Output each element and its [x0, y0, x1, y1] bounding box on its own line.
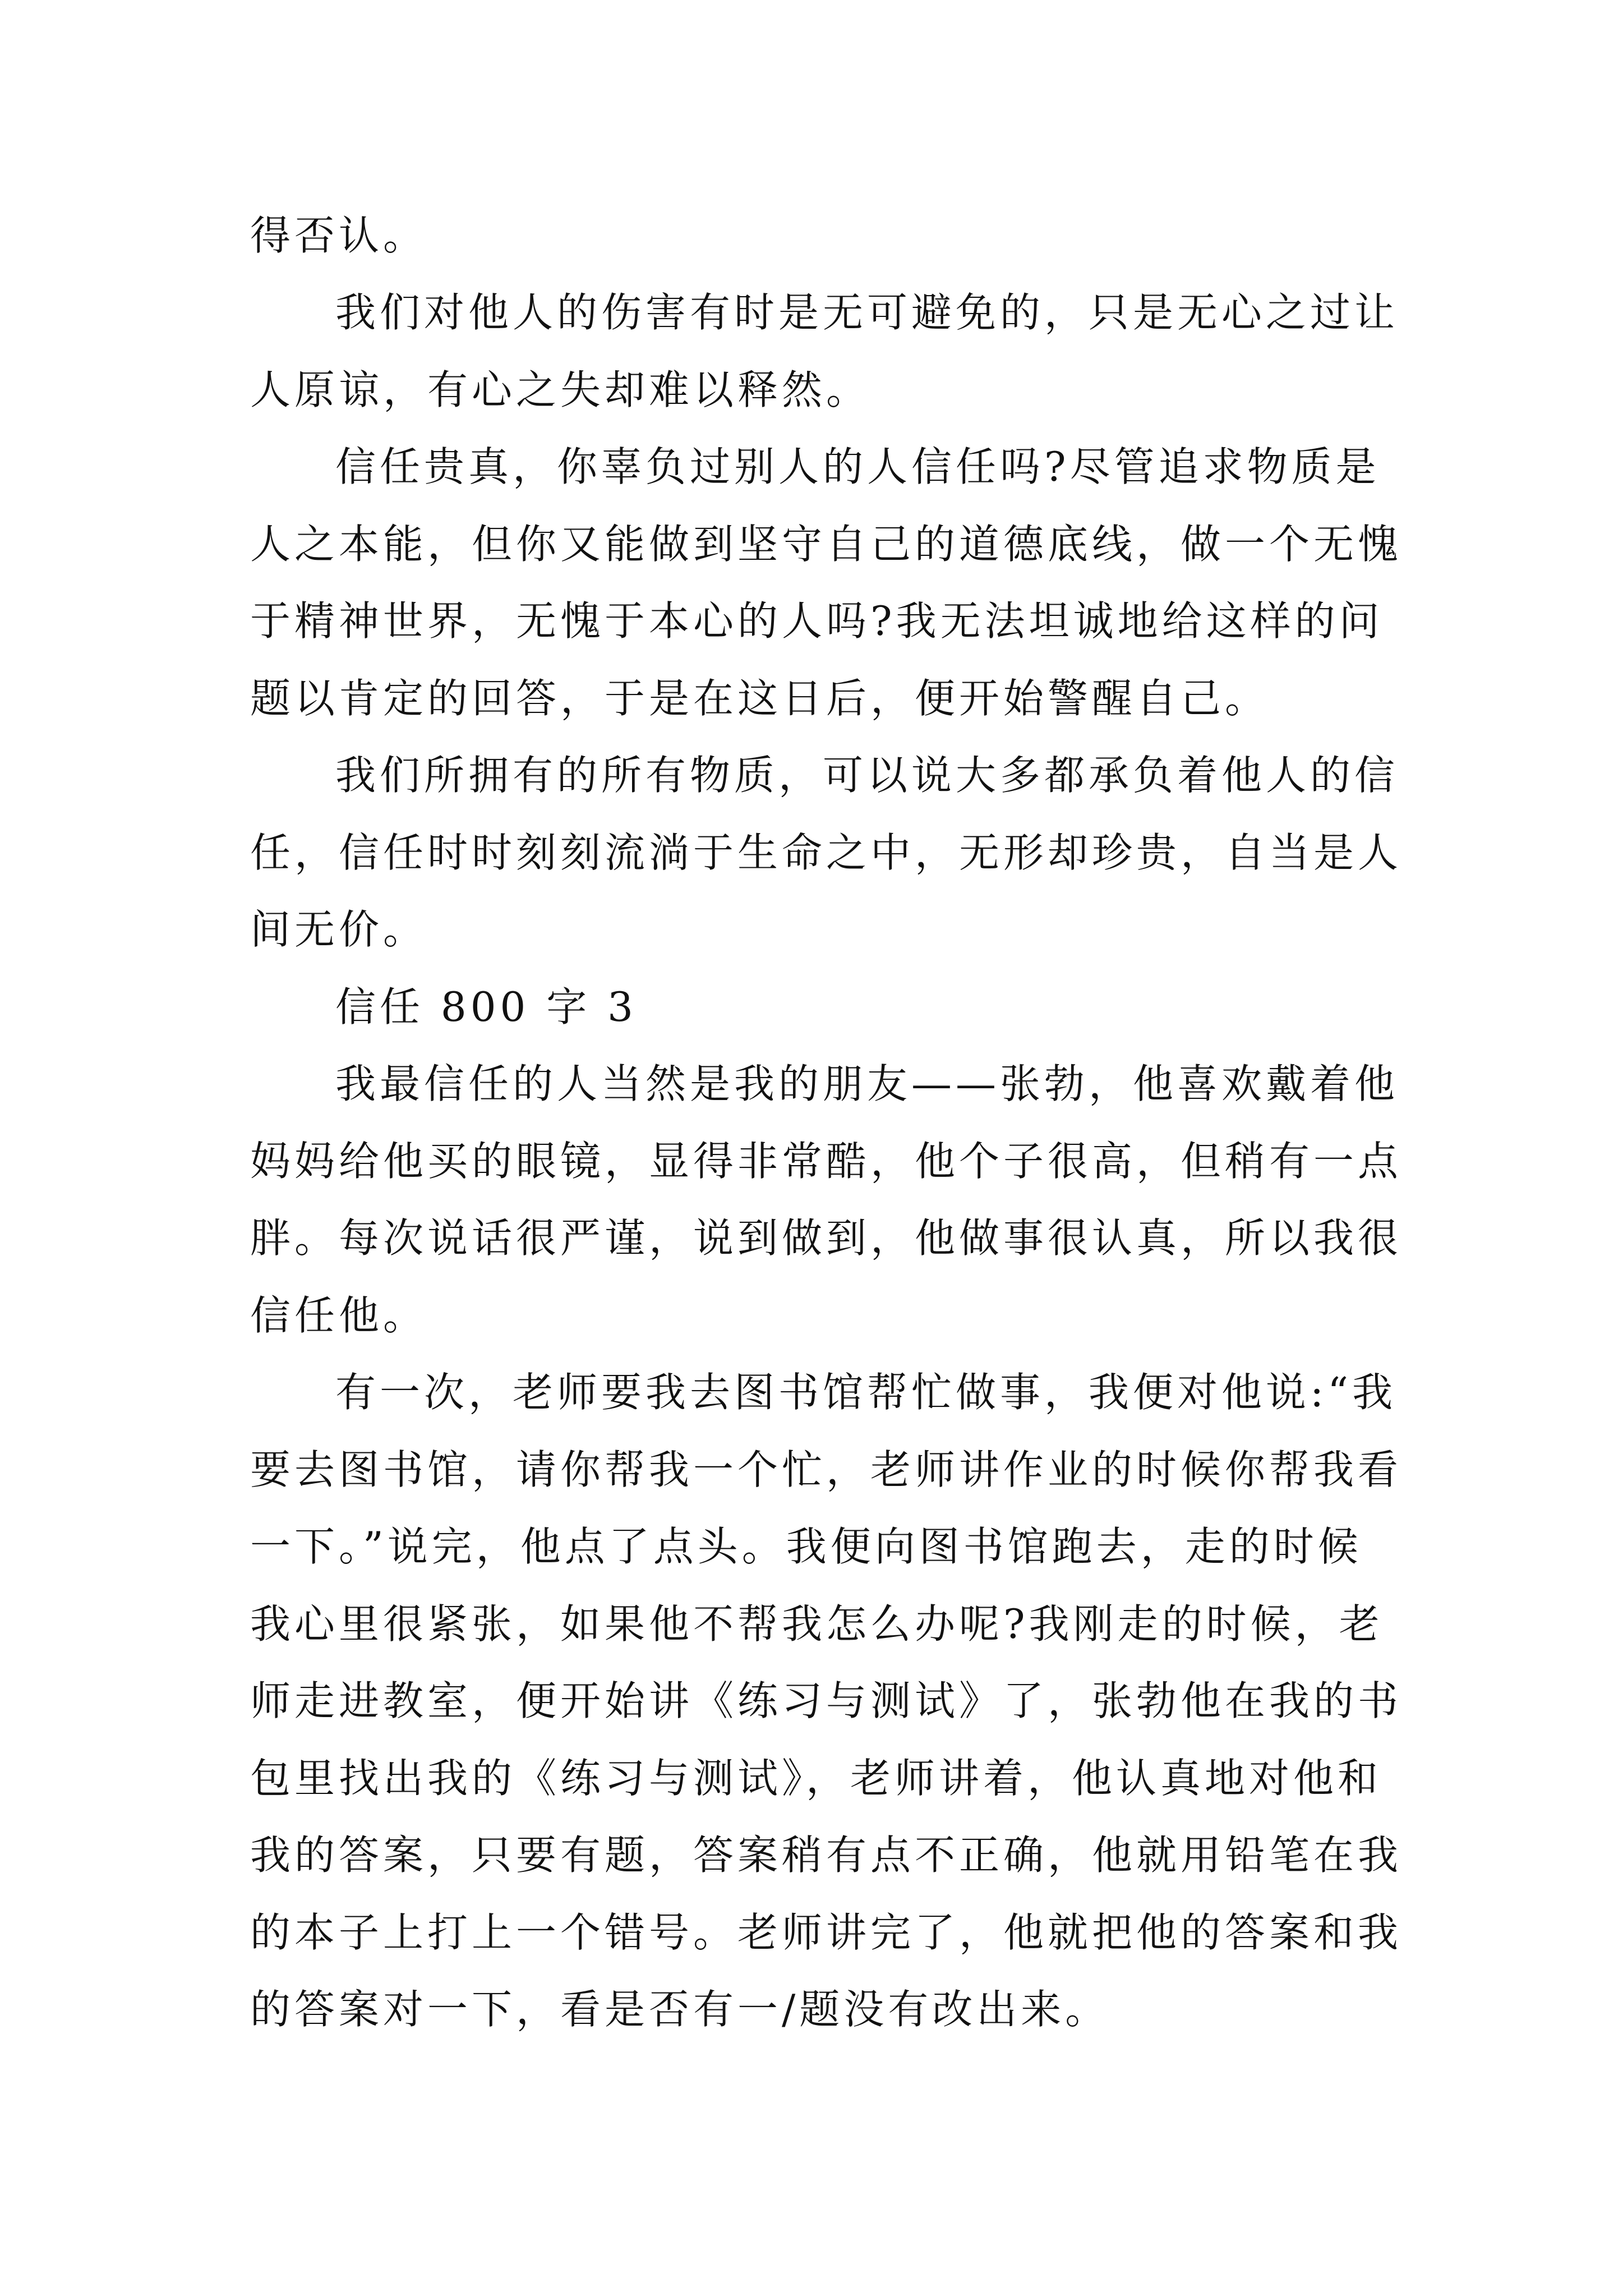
text-line: 我们对他人的伤害有时是无可避免的，只是无心之过让: [335, 289, 1399, 336]
text-line: 间无价。: [250, 906, 428, 953]
text-line: 信任他。: [250, 1292, 428, 1339]
text-line: 人原谅，有心之失却难以释然。: [250, 366, 871, 413]
text-line: 妈妈给他买的眼镜，显得非常酷，他个子很高，但稍有一点: [250, 1138, 1403, 1185]
text-line: 我的答案，只要有题，答案稍有点不正确，他就用铅笔在我: [250, 1832, 1403, 1879]
text-line: 一下。”说完，他点了点头。我便向图书馆跑去，走的时候: [250, 1523, 1362, 1570]
text-line: 我最信任的人当然是我的朋友——张勃，他喜欢戴着他: [335, 1060, 1399, 1107]
text-line: 师走进教室，便开始讲《练习与测试》了，张勃他在我的书: [250, 1677, 1403, 1724]
text-line: 要去图书馆，请你帮我一个忙，老师讲作业的时候你帮我看: [250, 1446, 1403, 1493]
text-line: 我心里很紧张，如果他不帮我怎么办呢?我刚走的时候，老: [250, 1600, 1384, 1648]
text-line: 我们所拥有的所有物质，可以说大多都承负着他人的信: [335, 752, 1399, 799]
text-line: 胖。每次说话很严谨，说到做到，他做事很认真，所以我很: [250, 1214, 1403, 1262]
text-line: 得否认。: [250, 212, 428, 259]
text-line: 人之本能，但你又能做到坚守自己的道德底线，做一个无愧: [250, 521, 1403, 568]
text-line: 的本子上打上一个错号。老师讲完了，他就把他的答案和我: [250, 1909, 1403, 1956]
text-line: 题以肯定的回答，于是在这日后，便开始警醒自己。: [250, 675, 1270, 722]
text-line: 信任贵真，你辜负过别人的人信任吗?尽管追求物质是: [335, 443, 1380, 490]
section-heading: 信任 800 字 3: [335, 983, 637, 1030]
text-line: 于精神世界，无愧于本心的人吗?我无法坦诚地给这样的问: [250, 597, 1384, 645]
text-line: 包里找出我的《练习与测试》，老师讲着，他认真地对他和: [250, 1755, 1382, 1802]
text-line: 任，信任时时刻刻流淌于生命之中，无形却珍贵，自当是人: [250, 829, 1403, 876]
text-line: 有一次，老师要我去图书馆帮忙做事，我便对他说:“我: [335, 1369, 1397, 1416]
text-line: 的答案对一下，看是否有一/题没有改出来。: [250, 1986, 1110, 2033]
